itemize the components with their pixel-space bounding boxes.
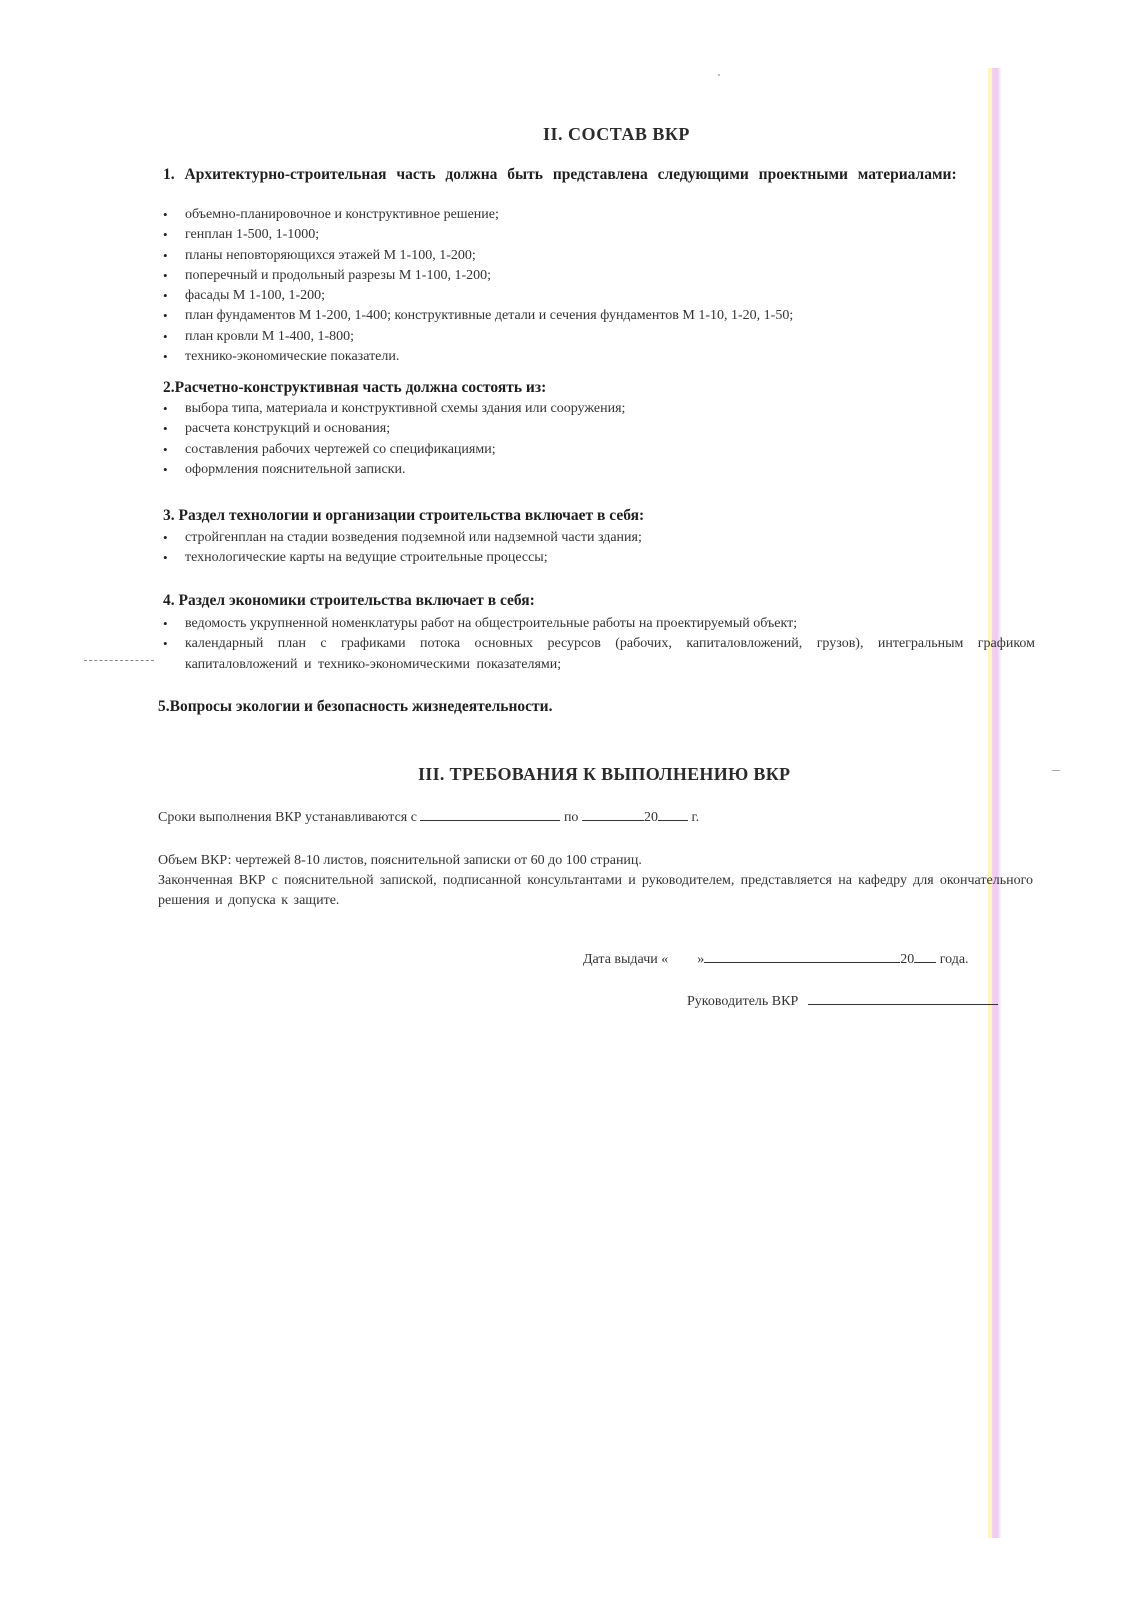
- supervisor-line: [687, 992, 998, 1012]
- list-item: • генплан 1-500, 1-1000;: [163, 225, 793, 245]
- supervisor-signature-field[interactable]: [808, 992, 998, 1005]
- part-4-heading: 4. Раздел экономики строительства включает в себя:: [163, 592, 535, 609]
- part-2-list: [163, 399, 625, 480]
- issue-date-year: 20: [900, 952, 915, 967]
- list-item: • план кровли М 1-400, 1-800;: [163, 327, 793, 347]
- list-item: • технологические карты на ведущие строительные процессы;: [163, 548, 642, 568]
- end-date-field[interactable]: [582, 808, 644, 821]
- list-item: • технико-экономические показатели.: [163, 347, 793, 367]
- issue-date-suffix: года.: [939, 952, 969, 967]
- part-1-list: [163, 205, 793, 367]
- deadline-mid: по: [563, 810, 579, 825]
- part-3-list: [163, 528, 642, 569]
- section-3-title: III. ТРЕБОВАНИЯ К ВЫПОЛНЕНИЮ ВКР: [418, 764, 791, 784]
- issue-date-label: Дата выдачи «: [583, 952, 669, 967]
- list-item: • план фундаментов М 1-200, 1-400; конструктивные детали и сечения фундаментов М 1-10, 1-20, 1-50;: [163, 306, 793, 326]
- issue-date-field[interactable]: [704, 950, 900, 963]
- part-2-heading: 2.Расчетно-конструктивная часть должна состоять из:: [163, 379, 547, 396]
- volume-text: Объем ВКР: чертежей 8-10 листов, пояснительной записки от 60 до 100 страниц.: [158, 853, 642, 868]
- list-item: • оформления пояснительной записки.: [163, 460, 625, 480]
- supervisor-label: Руководитель ВКР: [687, 994, 799, 1009]
- scan-color-artifact: [988, 68, 1002, 1538]
- deadline-year: 20: [643, 810, 658, 825]
- part-4-list: [163, 614, 1035, 675]
- part-5-heading: 5.Вопросы экологии и безопасность жизнедеятельности.: [158, 698, 553, 715]
- list-item: • планы неповторяющихся этажей М 1-100, 1-200;: [163, 246, 793, 266]
- list-item: • стройгенплан на стадии возведения подземной или надземной части здания;: [163, 528, 642, 548]
- list-item: • фасады М 1-100, 1-200;: [163, 286, 793, 306]
- issue-date-line: [583, 950, 969, 970]
- submission-text: Законченная ВКР с пояснительной запиской, подписанной консультантами и руководителем, представляется на кафедру для окончательного решения и допуска к защите.: [158, 873, 1033, 908]
- list-item: • ведомость укрупненной номенклатуры работ на общестроительные работы на проектируемый объект;: [163, 614, 1035, 634]
- scan-dash-mark: [84, 660, 154, 661]
- list-item: • объемно-планировочное и конструктивное решение;: [163, 205, 793, 225]
- issue-date-close-quote: »: [697, 952, 705, 967]
- deadline-suffix: г.: [691, 810, 700, 825]
- deadline-line: [158, 808, 699, 828]
- scan-speck: [718, 74, 720, 76]
- list-item: • поперечный и продольный разрезы М 1-100, 1-200;: [163, 266, 793, 286]
- part-1-heading: 1. Архитектурно-строительная часть должна быть представлена следующими проектными материалами:: [163, 166, 957, 183]
- section-2-title: II. СОСТАВ ВКР: [543, 124, 690, 144]
- list-item: • расчета конструкций и основания;: [163, 419, 625, 439]
- start-date-field[interactable]: [420, 808, 560, 821]
- scan-speck: [1052, 770, 1060, 771]
- part-3-heading: 3. Раздел технологии и организации строительства включает в себя:: [163, 507, 645, 524]
- issue-year-field[interactable]: [914, 950, 936, 963]
- list-item: • составления рабочих чертежей со спецификациями;: [163, 440, 625, 460]
- year-field[interactable]: [658, 808, 688, 821]
- list-item: • календарный план с графиками потока основных ресурсов (рабочих, капиталовложений, грузов), интегральным графиком капиталовложений и технико-экономическими показателями;: [163, 634, 1035, 675]
- list-item: • выбора типа, материала и конструктивной схемы здания или сооружения;: [163, 399, 625, 419]
- deadline-prefix: Сроки выполнения ВКР устанавливаются с: [158, 810, 417, 825]
